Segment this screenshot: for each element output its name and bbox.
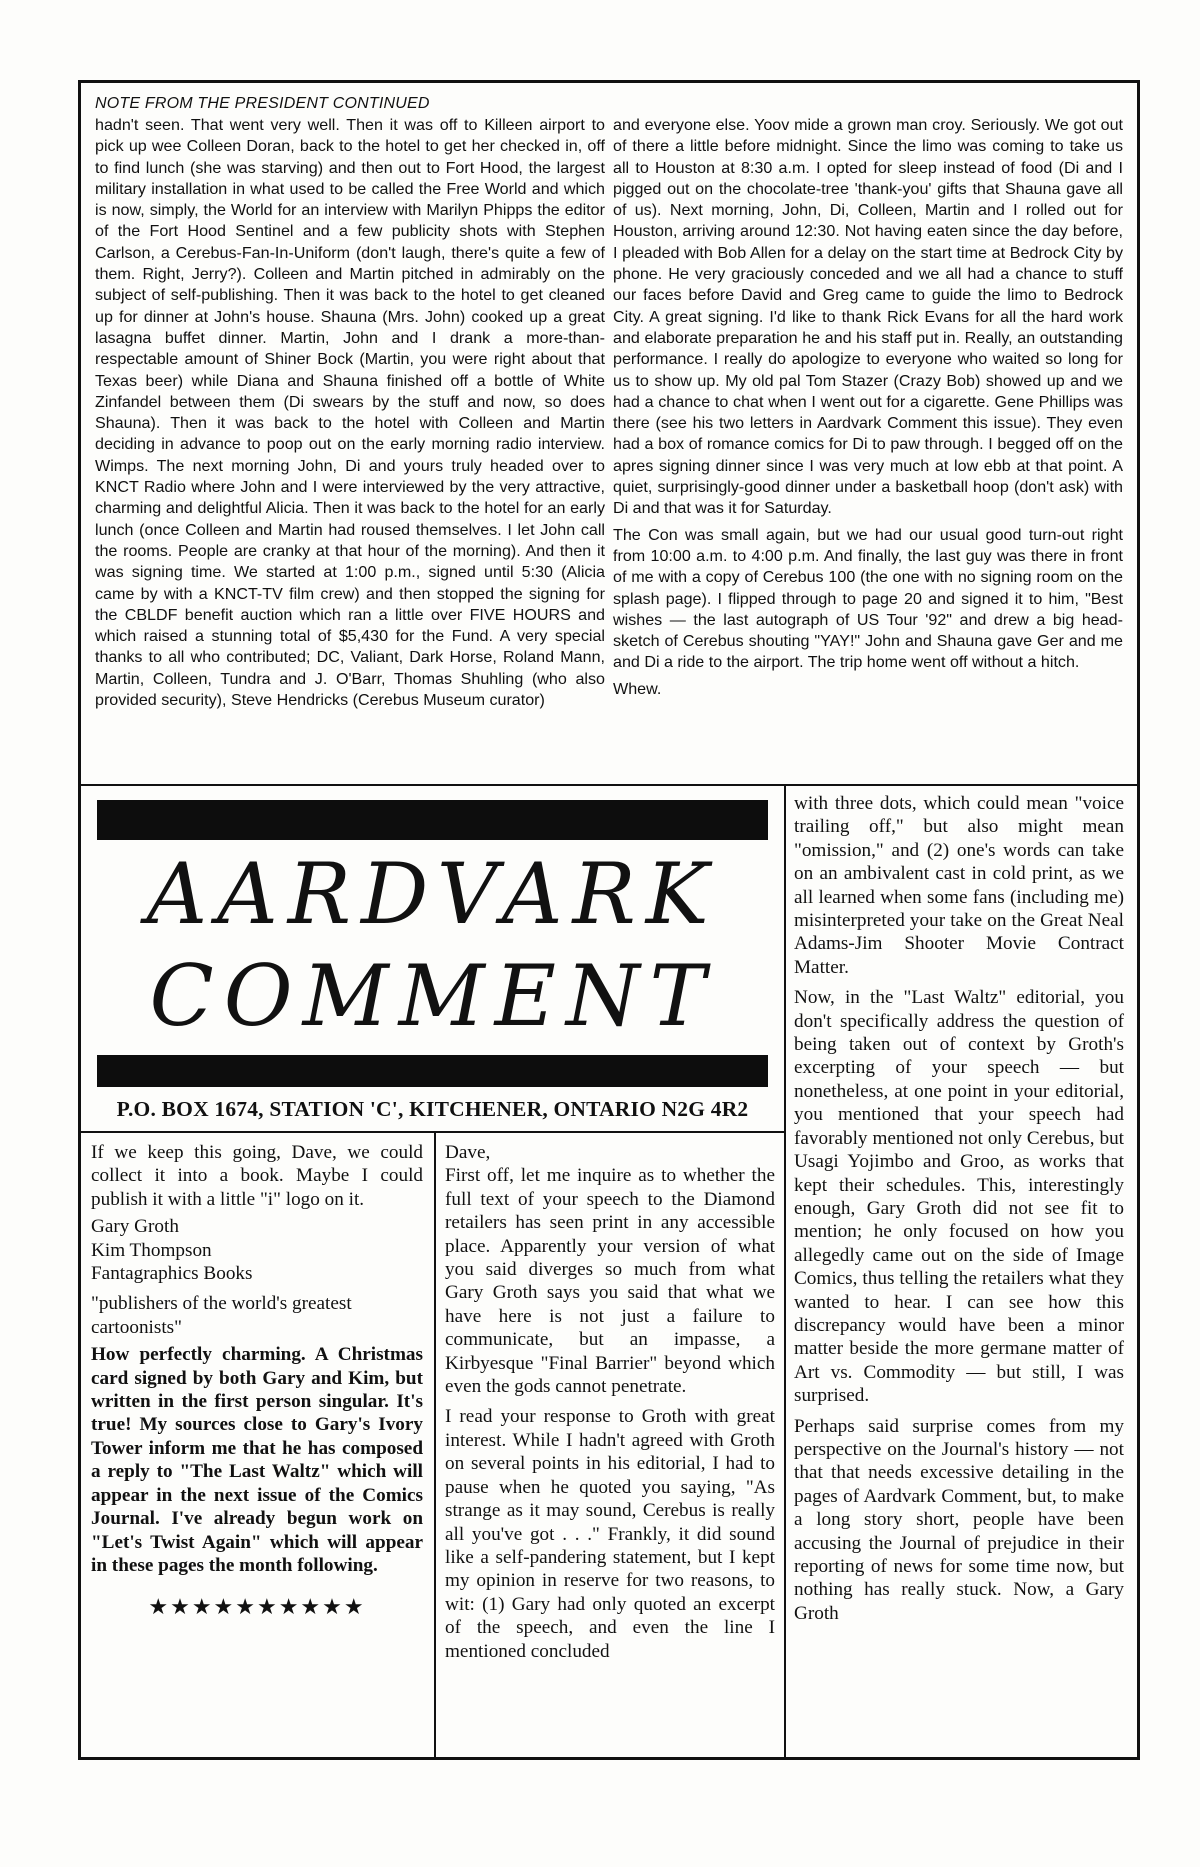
letter2-cont-paragraph: Perhaps said surprise comes from my perspective on the Journal's history — not that that needs excessive detailing in the pages of Aardvark Comment, but, to make a long story short, people have been accusing the Journal of prejudice in their reporting of news for some time now, but nothing has really stuck. Now, a Gary Groth — [794, 1415, 1124, 1624]
aardvark-comment-masthead — [81, 786, 784, 1131]
masthead-divider — [81, 1131, 784, 1133]
column-divider-right — [784, 786, 786, 1757]
masthead-title-line1: AARDVARK — [146, 845, 719, 943]
masthead-title-line2: COMMENT — [149, 947, 716, 1045]
page-frame — [78, 80, 1140, 1760]
letter1-tagline: "publishers of the world's greatest cartoonists" — [91, 1293, 352, 1338]
president-note-paragraph: The Con was small again, but we had our usual good turn-out right from 10:00 a.m. to 4:00 p.m. And finally, the last guy was there in front of me with a copy of Cerebus 100 (the one with no signing room on the splash page). I flipped through to page 20 and signed it to him, "Best wishes — the last autograph of US Tour '92" and drew a big head-sketch of Cerebus shouting "YAY!" John and Shauna gave Ger and me and Di a ride to the airport. The trip home went off without a hitch. — [613, 525, 1123, 672]
letters-section — [81, 786, 1137, 1757]
letter2-cont-paragraph: with three dots, which could mean "voice trailing off," but also might mean "omission," and (2) one's words can take on an ambivalent cast in cold print, as we all learned when some fans (including me) misinterpreted your take on the Great Neal Adams-Jim Shooter Movie Contract Matter. — [794, 793, 1124, 978]
letter1-body: If we keep this going, Dave, we could collect it into a book. Maybe I could publish it with a little "i" logo on it. — [91, 1142, 423, 1210]
president-note-paragraph: hadn't seen. That went very well. Then it was off to Killeen airport to pick up wee Colleen Doran, back to the hotel to get her checked in, off to find lunch (she was starving) and then out to Fort Hood, the largest military installation in what used to be called the Free World and which is now, simply, the World for an interview with Marilyn Phipps the editor of the Fort Hood Sentinel and a few publicity shots with Stephen Carlson, a Cerebus-Fan-In-Uniform (don't laugh, there's quite a few of them. Right, Jerry?). Colleen and Martin pitched in admirably on the subject of self-publishing. Then it was back to the hotel to get cleaned up for dinner at John's house. Shauna (Mrs. John) cooked up a great lasagna buffet dinner. Martin, John and I drank a more-than-respectable amount of Shiner Bock (Martin, you were right about that Texas beer) while Diana and Shauna finished off a bottle of White Zinfandel between them (Di swears by the stuff and now, so does Shauna). Then it was back to the hotel with Colleen and Martin deciding in advance to poop out on the early morning radio interview. Wimps. The next morning John, Di and yours truly headed over to KNCT Radio where John and I were interviewed by the very attractive, charming and delightful Alicia. Then it was back to the hotel for an early lunch (once Colleen and Martin had roused themselves. I let John call the rooms. People are cranky at that hour of the morning). And then it was signing time. We started at 1:00 p.m., signed until 5:30 (Alicia came by with a KNCT-TV film crew) and then stopped the signing for the CBLDF benefit auction which ran a little over FIVE HOURS and which raised a stunning total of $5,430 for the Fund. A very special thanks to all who contributed; DC, Valiant, Dark Horse, Roland Mann, Martin, Colleen, Tundra and J. O'Barr, Thomas Shuhling (who also provided security), Steve Hendricks (Cerebus Museum curator) — [95, 116, 605, 710]
president-note-paragraph: Whew. — [613, 679, 662, 698]
president-note-heading: NOTE FROM THE PRESIDENT CONTINUED — [95, 95, 430, 112]
column-divider-middle — [434, 1131, 436, 1757]
separator-stars: ★★★★★★★★★★ — [148, 1594, 366, 1620]
letter2-cont-paragraph: Now, in the "Last Waltz" editorial, you don't specifically address the question of being taken out of context by Groth's excerpting of your speech — but nonetheless, at one point in your editorial, you mentioned that your speech had favorably mentioned not only Cerebus, but Usagi Yojimbo and Groo, as works that kept their schedules. This, interestingly enough, Gary Groth did not see fit to mention; he only focused on how you allegedly came out on the side of Image Comics, thus telling the retailers what they wanted to hear. I can see how this discrepancy would have been a minor matter beside the more germane matter of Art vs. Commodity — but still, I was surprised. — [794, 987, 1124, 1407]
masthead-top-bar — [97, 800, 768, 840]
president-note-column-right — [613, 115, 1123, 716]
letter2-paragraph: I read your response to Groth with great interest. While I hadn't agreed with Groth on several points in his editorial, I had to pause when he quoted you saying, "As strange as it may sound, Cerebus is really all you've got . . ." Frankly, it did sound like a self-pandering statement, but I kept my opinion in reserve for two reasons, to wit: (1) Gary had only quoted an excerpt of the speech, and even the line I mentioned concluded — [445, 1406, 775, 1662]
signature-line: Kim Thompson — [91, 1239, 212, 1261]
president-note-paragraph: and everyone else. Yoov mide a grown man croy. Seriously. We got out of there a little before midnight. Since the limo was coming to take us all to Houston at 8:30 a.m. I opted for sleep instead of food (Di and I pigged out on the chocolate-tree 'thank-you' gifts that Shauna gave all of us). Next morning, John, Di, Colleen, Martin and I rolled out for Houston, arriving around 12:30. Not having eaten since the day before, I pleaded with Bob Allen for a delay on the start time at Bedrock City by phone. He very graciously conceded and we all had a chance to stuff our faces before David and Greg came to guide the limo to Bedrock City. A great signing. I'd like to thank Rick Evans for all the hard work and elaborate preparation he and his staff put in. Really, an outstanding performance. I really do apologize to everyone who waited so long for us to show up. My old pal Tom Stazer (Crazy Bob) showed up and we had a chance to chat when I went out for a cigarette. Gene Phillips was there (see his two letters in Aardvark Comment this issue). They even had a box of romance comics for Di to paw through. I begged off on the apres signing dinner since I was very much at low ebb at that point. A quiet, surprisingly-good dinner under a basketball hoop (don't ask) with Di and that was it for Saturday. — [613, 116, 1123, 518]
president-note-columns — [95, 115, 1123, 716]
letter2-paragraph: First off, let me inquire as to whether the full text of your speech to the Diamond retailers has seen print in any accessible place. Apparently your version of what you said diverges so much from what Gary Groth says you said that what we have here is not just a failure to communicate, but an impasse, a Kirbyesque "Final Barrier" beyond which even the gods cannot penetrate. — [445, 1165, 775, 1398]
president-note-section — [81, 83, 1137, 786]
letter1-signature — [91, 1215, 423, 1285]
masthead-address: P.O. BOX 1674, STATION 'C', KITCHENER, ONTARIO N2G 4R2 — [116, 1097, 749, 1121]
signature-line: Gary Groth — [91, 1216, 179, 1238]
president-note-column-left — [95, 115, 605, 716]
letter2-salutation: Dave, — [445, 1142, 491, 1163]
letter-column-2 — [445, 1141, 775, 1670]
letter-column-3 — [794, 792, 1124, 1632]
editor-reply: How perfectly charming. A Christmas card signed by both Gary and Kim, but written in the first person singular. It's true! My sources close to Gary's Ivory Tower inform me that he has composed a reply to "The Last Waltz" which will appear in the next issue of the Comics Journal. I've already begun work on "Let's Twist Again" which will appear in these pages the month following. — [91, 1344, 423, 1576]
signature-line: Fantagraphics Books — [91, 1263, 253, 1285]
masthead-bottom-bar — [97, 1055, 768, 1087]
letter-column-1 — [91, 1141, 423, 1619]
